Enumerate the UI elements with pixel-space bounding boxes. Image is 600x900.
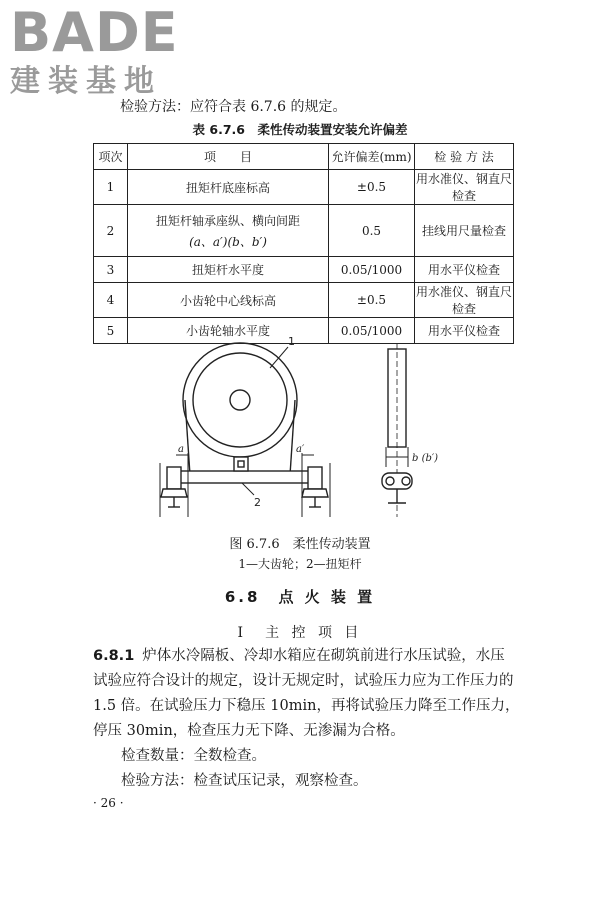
leader-2 [242,483,254,495]
bade-logo [10,1,179,100]
clause-number: 6.8.1 [93,648,135,664]
cell-method: 用水准仪、钢直尺检查 [415,283,514,318]
right-base [302,489,328,497]
table-row [94,283,514,318]
cell-item-line2: (a、a′)(b、b′) [189,234,267,249]
header-method: 检 验 方 法 [415,144,514,170]
tolerance-table [93,143,514,344]
big-gear-outer [183,343,297,457]
cell-item: 扭矩杆底座标高 [128,170,329,205]
logo-wordmark: BADE [10,1,179,64]
table-header-row [94,144,514,170]
clause-line [93,644,523,669]
intro-line: 检验方法：应符合表 6.7.6 的规定。 [120,99,347,115]
label-a: a [178,444,184,455]
cell-tolerance: 0.05/1000 [329,257,415,283]
check-method: 检验方法：检查试压记录，观察检查。 [121,773,368,789]
check-quantity: 检查数量：全数检查。 [121,748,266,764]
cell-item: 小齿轮轴水平度 [128,318,329,344]
flexible-drive-diagram [150,335,460,525]
table-row [94,205,514,257]
cell-item [128,205,329,257]
header-tolerance: 允许偏差(mm) [329,144,415,170]
cell-method: 用水平仪检查 [415,318,514,344]
center-bracket [234,457,248,471]
logo-subtitle: 建装基地 [10,64,162,99]
figure-legend: 1—大齿轮；2—扭矩杆 [238,557,362,571]
cell-no: 5 [94,318,128,344]
cell-no: 2 [94,205,128,257]
cell-method: 挂线用尺量检查 [415,205,514,257]
cell-method: 用水准仪、钢直尺检查 [415,170,514,205]
left-base [161,489,187,497]
cell-tolerance: ±0.5 [329,170,415,205]
table-title: 表 6.7.6 柔性传动装置安装允许偏差 [192,122,408,137]
left-bearing [167,467,181,489]
label-b: b (b′) [412,453,439,464]
cell-item: 扭矩杆水平度 [128,257,329,283]
big-gear-inner [193,353,287,447]
clause-line-2: 试验应符合设计的规定，设计无规定时，试验压力应为工作压力的 [93,673,514,689]
section-heading: 6.8 点 火 装 置 [224,588,376,606]
label-2: 2 [254,496,261,509]
cell-no: 4 [94,283,128,318]
big-gear-hub [230,390,250,410]
sub-heading: Ⅰ 主 控 项 目 [237,625,363,641]
cell-method: 用水平仪检查 [415,257,514,283]
clause-line-4: 停压 30min，检查压力无下降、无渗漏为合格。 [93,723,405,739]
page-number: · 26 · [93,796,124,810]
cell-tolerance: 0.5 [329,205,415,257]
table-row [94,257,514,283]
cell-tolerance: 0.05/1000 [329,318,415,344]
cell-tolerance: ±0.5 [329,283,415,318]
label-a-prime: a′ [296,444,305,455]
clause-line-3: 1.5 倍。在试验压力下稳压 10min，再将试验压力降至工作压力， [93,698,520,714]
right-bearing [308,467,322,489]
cell-item: 小齿轮中心线标高 [128,283,329,318]
cell-no: 3 [94,257,128,283]
frame-right [290,400,295,475]
torque-rod [180,471,310,483]
cell-item-line1: 扭矩杆轴承座纵、横向间距 [155,213,300,228]
header-no: 项次 [94,144,128,170]
clause-6-8-1 [93,644,523,794]
clause-line-1: 炉体水冷隔板、冷却水箱应在砌筑前进行水压试验，水压 [142,648,505,664]
table-row [94,170,514,205]
figure-caption: 图 6.7.6 柔性传动装置 [229,537,371,552]
header-item: 项 目 [128,144,329,170]
label-1: 1 [288,335,295,348]
cell-no: 1 [94,170,128,205]
